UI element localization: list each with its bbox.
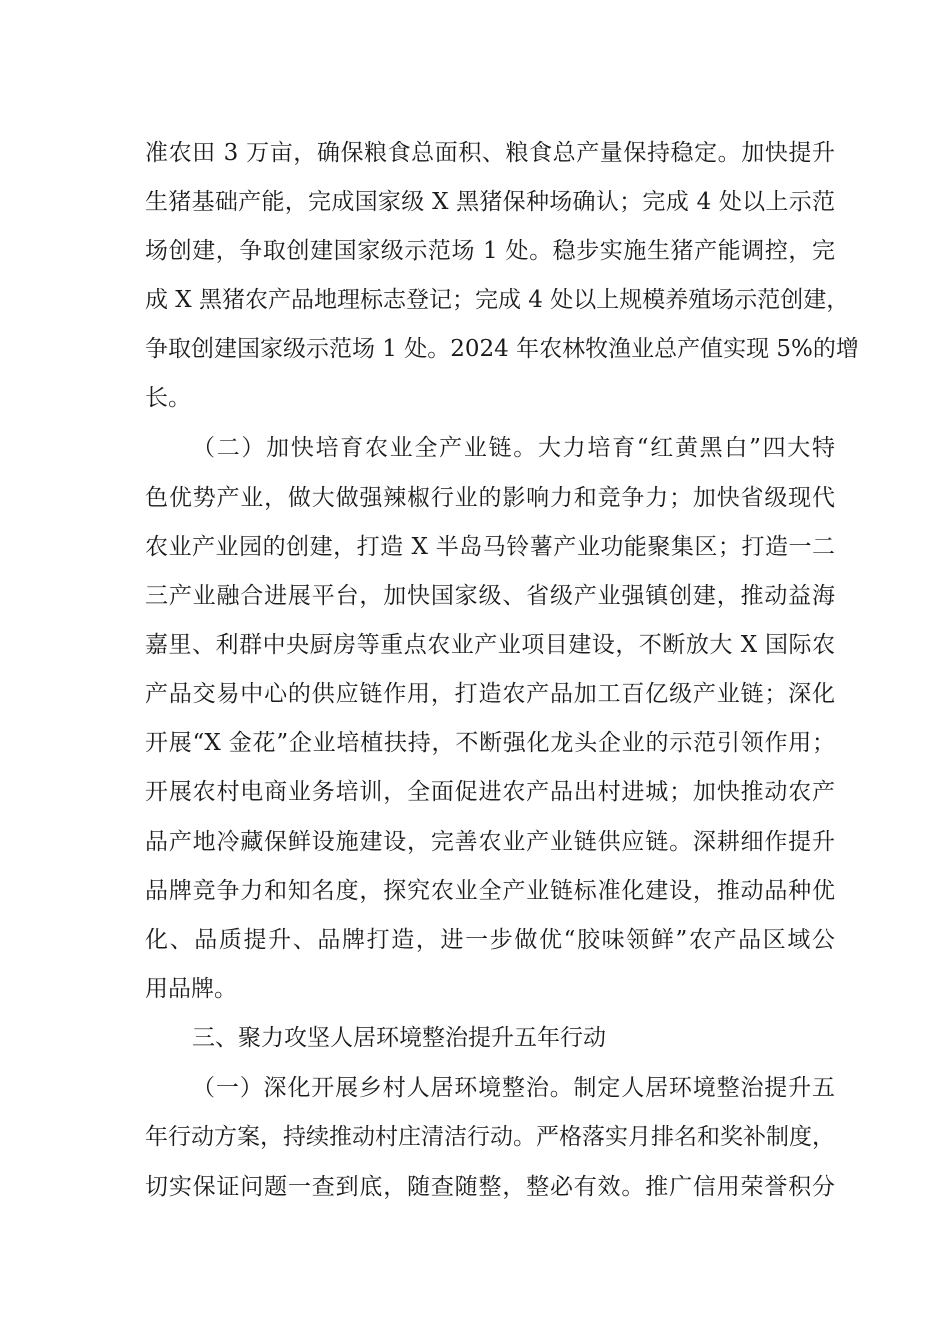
text-line: 开展“X 金花”企业培植扶持，不断强化龙头企业的示范引领作用； [145, 730, 835, 756]
text-line: 色优势产业，做大做强辣椒行业的影响力和竞争力；加快省级现代 [145, 485, 835, 511]
text-line: 切实保证问题一查到底，随查随整，整必有效。推广信用荣誉积分 [145, 1174, 835, 1200]
text-line: 成 X 黑猪农产品地理标志登记；完成 4 处以上规模养殖场示范创建， [145, 287, 850, 313]
text-line: 准农田 3 万亩，确保粮食总面积、粮食总产量保持稳定。加快提升 [145, 140, 835, 166]
text-line: 开展农村电商业务培训，全面促进农产品出村进城；加快推动农产 [145, 779, 835, 805]
text-line: 农业产业园的创建，打造 X 半岛马铃薯产业功能聚集区；打造一二 [145, 534, 835, 560]
text-line: 生猪基础产能，完成国家级 X 黑猪保种场确认；完成 4 处以上示范 [145, 189, 835, 215]
text-line: 年行动方案，持续推动村庄清洁行动。严格落实月排名和奖补制度， [145, 1124, 835, 1150]
paragraph-first-line: （二）加快培育农业全产业链。大力培育“红黄黑白”四大特 [192, 435, 835, 461]
text-line: 产品交易中心的供应链作用，打造农产品加工百亿级产业链；深化 [145, 681, 835, 707]
text-line: 长。 [145, 385, 191, 411]
text-line: 场创建，争取创建国家级示范场 1 处。稳步实施生猪产能调控，完 [145, 238, 835, 264]
text-line: 品牌竞争力和知名度，探究农业全产业链标准化建设，推动品种优 [145, 878, 835, 904]
text-line: 品产地冷藏保鲜设施建设，完善农业产业链供应链。深耕细作提升 [145, 829, 835, 855]
text-line: 嘉里、利群中央厨房等重点农业产业项目建设，不断放大 X 国际农 [145, 632, 835, 658]
text-line: 争取创建国家级示范场 1 处。2024 年农林牧渔业总产值实现 5%的增 [145, 336, 859, 362]
section-heading: 三、聚力攻坚人居环境整治提升五年行动 [192, 1025, 606, 1051]
text-line: 用品牌。 [145, 976, 237, 1002]
paragraph-first-line: （一）深化开展乡村人居环境整治。制定人居环境整治提升五 [192, 1075, 835, 1101]
text-line: 三产业融合进展平台，加快国家级、省级产业强镇创建，推动益海 [145, 583, 835, 609]
text-line: 化、品质提升、品牌打造，进一步做优“胶味领鲜”农产品区域公 [145, 927, 835, 953]
